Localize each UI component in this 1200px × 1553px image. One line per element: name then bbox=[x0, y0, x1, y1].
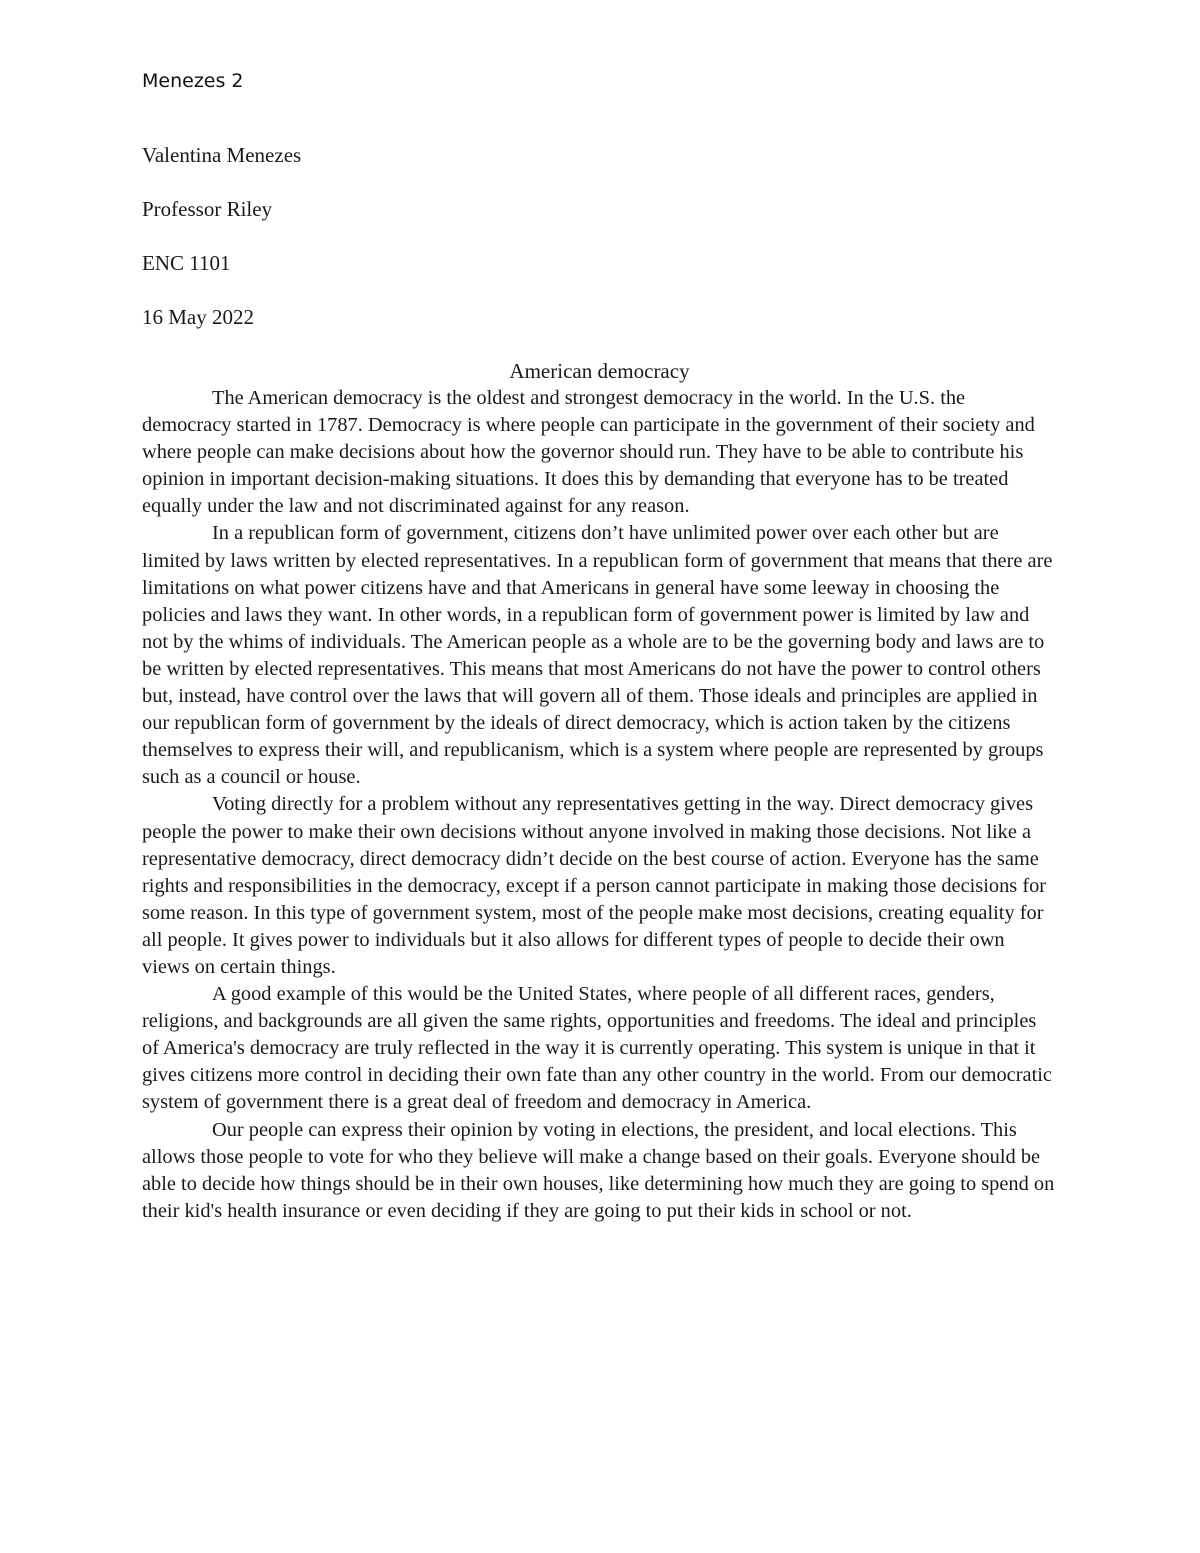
paragraph: Our people can express their opinion by voting in elections, the president, and local elections. This allows those people to vote for who they believe will make a change based on their goals. Everyone should be able to decide how things should be in their own houses, like determining how much they are going to spend on their kid's health insurance or even deciding if they are going to put their kids in school or not. bbox=[142, 1118, 1055, 1222]
running-head: Menezes 2 bbox=[142, 70, 244, 92]
date-line: 16 May 2022 bbox=[142, 305, 254, 329]
mla-heading bbox=[142, 140, 1062, 356]
essay-body bbox=[142, 385, 1057, 1225]
essay-title: American democracy bbox=[509, 359, 690, 383]
student-name: Valentina Menezes bbox=[142, 143, 302, 167]
paragraph: A good example of this would be the United States, where people of all different races, genders, religions, and backgrounds are all given the same rights, opportunities and freedoms. The ideal and principles of America's democracy are truly reflected in the way it is currently operating. This system is unique in that it gives citizens more control in deciding their own fate than any other country in the world. From our democratic system of government there is a great deal of freedom and democracy in America. bbox=[142, 983, 1052, 1114]
paragraph: The American democracy is the oldest and strongest democracy in the world. In the U.S. the democracy started in 1787. Democracy is where people can participate in the government of their society and where people can make decisions about how the governor should run. They have to be able to contribute his opinion in important decision-making situations. It does this by demanding that everyone has to be treated equally under the law and not discriminated against for any reason. bbox=[142, 387, 1035, 518]
instructor-name: Professor Riley bbox=[142, 197, 273, 221]
paragraph: Voting directly for a problem without any representatives getting in the way. Direct democracy gives people the power to make their own decisions without anyone involved in making those decisions. Not like a representative democracy, direct democracy didn’t decide on the best course of action. Everyone has the same rights and responsibilities in the democracy, except if a person cannot participate in making those decisions for some reason. In this type of government system, most of the people make most decisions, creating equality for all people. It gives power to individuals but it also allows for different types of people to decide their own views on certain things. bbox=[142, 793, 1047, 978]
course-name: ENC 1101 bbox=[142, 251, 231, 275]
paragraph: In a republican form of government, citizens don’t have unlimited power over each other but are limited by laws written by elected representatives. In a republican form of government that means that there are limitations on what power citizens have and that Americans in general have some leeway in choosing the policies and laws they want. In other words, in a republican form of government power is limited by law and not by the whims of individuals. The American people as a whole are to be the governing body and laws are to be written by elected representatives. This means that most Americans do not have the power to control others but, instead, have control over the laws that will govern all of them. Those ideals and principles are applied in our republican form of government by the ideals of direct democracy, which is action taken by the citizens themselves to express their will, and republicanism, which is a system where people are represented by groups such as a council or house. bbox=[142, 522, 1053, 789]
